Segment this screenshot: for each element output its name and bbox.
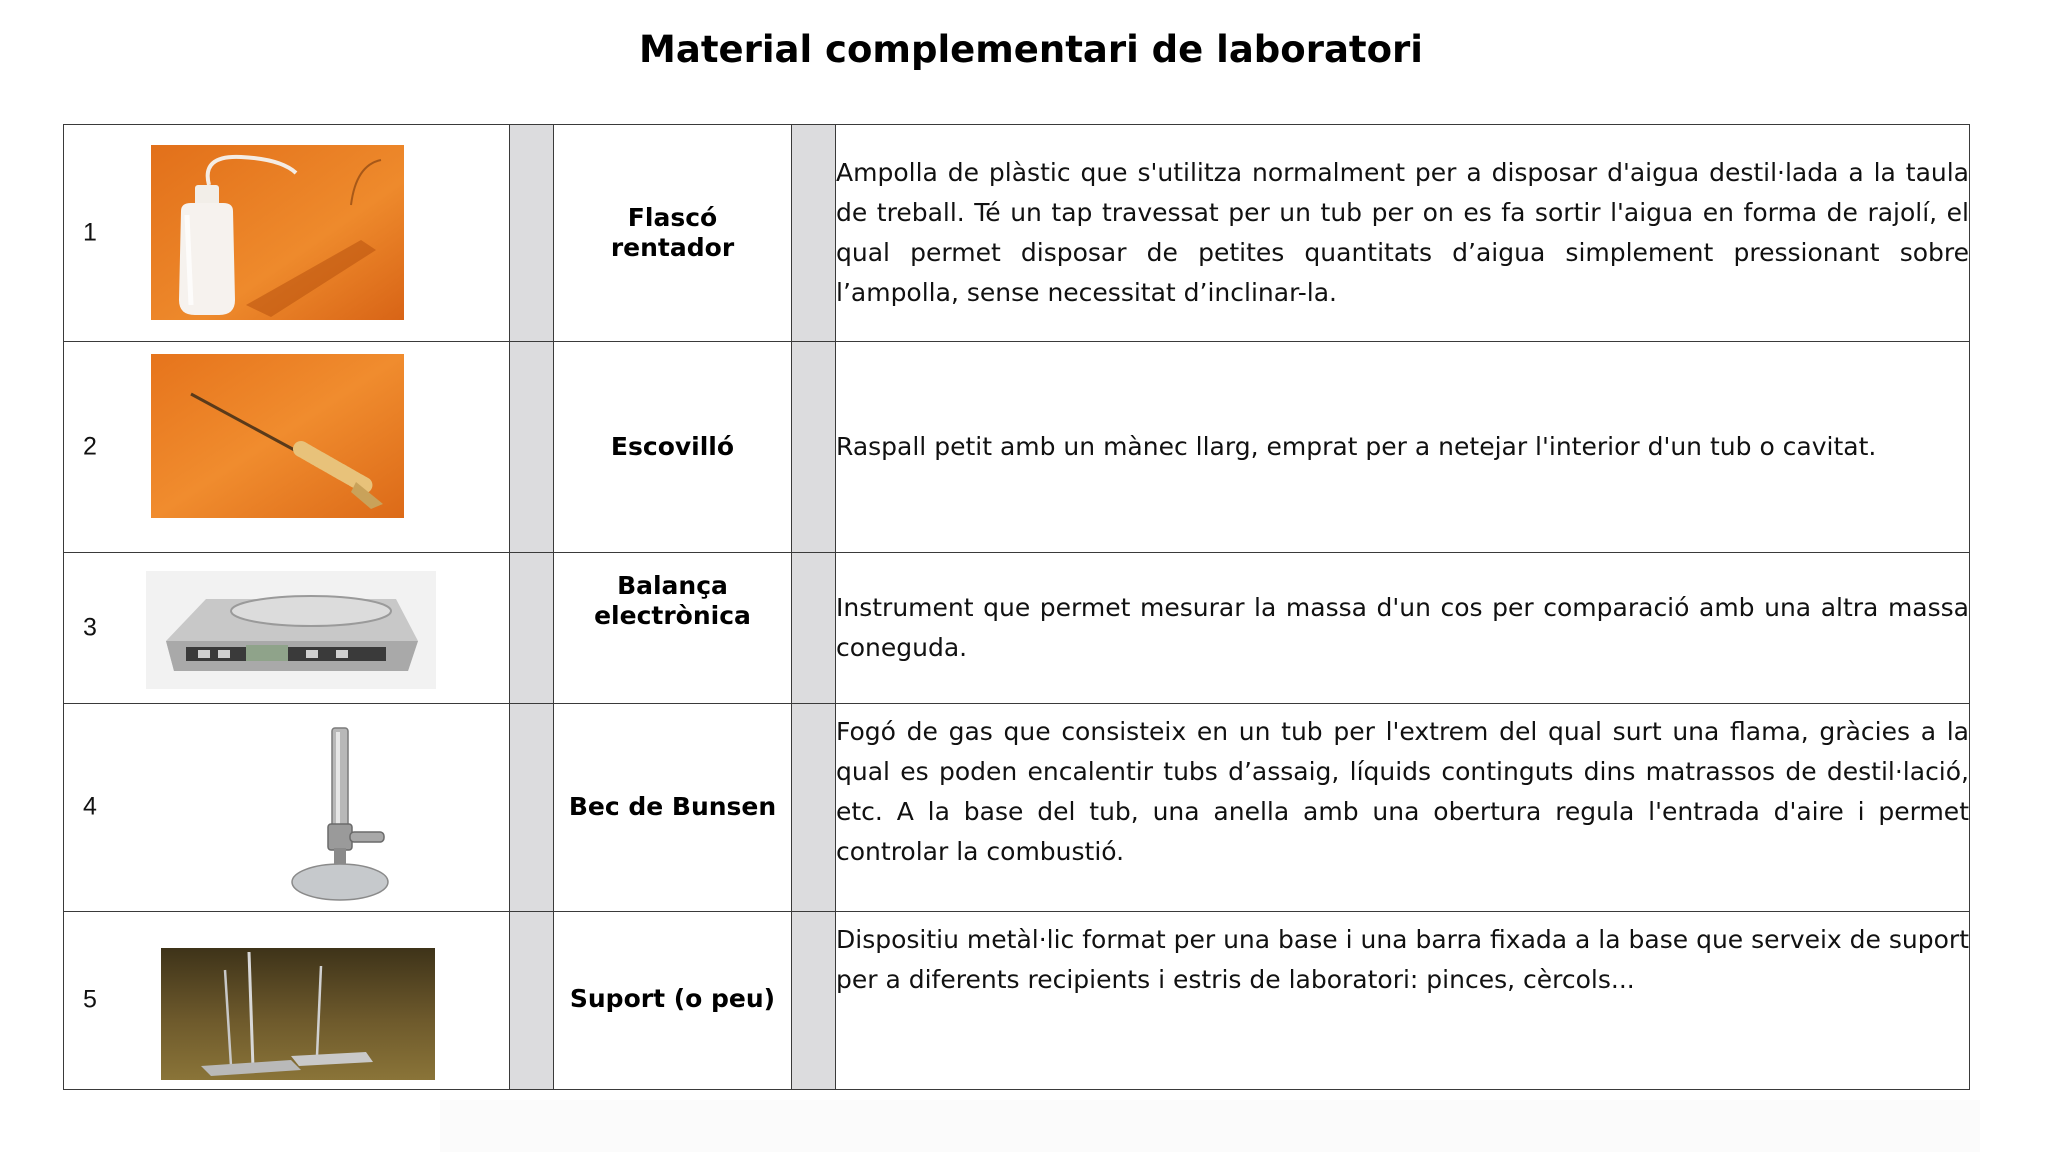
item-name-line2: rentador [610,233,735,263]
number-image-cell [64,552,510,703]
separator-cell [510,911,554,1089]
number-image-cell [64,342,510,552]
item-description: Fogó de gas que consisteix en un tub per l'extrem del qual surt una flama, gràcies a la qual es poden encalentir tubs d’assaig, líquids continguts dins matrassos de destil·lació, etc. A la base del tub, una anella amb una obertura regula l'entrada d'aire i permet controlar la combustió. [836,704,1970,911]
separator-cell [510,704,554,911]
lab-stand-icon [161,948,435,1080]
table-row [64,911,1970,1089]
separator-cell [792,125,836,342]
item-name [554,342,792,552]
item-name [554,552,792,703]
item-name-line1: Balança [617,570,728,600]
item-name-line2: electrònica [594,600,751,630]
item-description: Dispositiu metàl·lic format per una base i una barra fixada a la base que serveix de suport per a diferents recipients i estris de laboratori: pinces, cèrcols... [836,911,1970,1089]
item-name [554,704,792,911]
page-title: Material complementari de laboratori [639,28,1423,71]
row-number: 2 [83,432,97,461]
number-image-cell [64,704,510,911]
item-description: Ampolla de plàstic que s'utilitza normalment per a disposar d'aigua destil·lada a la taula de treball. Té un tap travessat per un tub per on es fa sortir l'aigua en forma de rajolí, el qual permet disposar de petites quantitats d’aigua simplement pressionant sobre l’ampolla, sense necessitat d’inclinar-la. [836,125,1970,342]
table-row [64,704,1970,911]
item-name-line1: Bec de Bunsen [568,792,777,822]
item-name [554,911,792,1089]
separator-cell [792,704,836,911]
row-number: 1 [83,218,97,247]
row-number: 3 [83,613,97,642]
separator-cell [510,125,554,342]
wash-bottle-icon [151,145,404,320]
table-row [64,342,1970,552]
item-name-line1: Flascó [627,203,718,233]
bunsen-burner-icon [284,724,394,904]
number-image-cell [64,911,510,1089]
separator-cell [510,342,554,552]
background-band [440,1100,1980,1152]
table-row [64,552,1970,703]
row-number: 4 [83,792,97,821]
item-name-line1: Escovilló [610,432,735,462]
separator-cell [792,342,836,552]
test-tube-brush-icon [151,354,404,518]
number-image-cell [64,125,510,342]
item-description: Raspall petit amb un mànec llarg, emprat per a netejar l'interior d'un tub o cavitat. [836,342,1970,552]
item-name-line1: Suport (o peu) [569,983,776,1013]
materials-table [63,124,1970,1090]
separator-cell [510,552,554,703]
electronic-balance-icon [146,571,436,689]
separator-cell [792,552,836,703]
item-description: Instrument que permet mesurar la massa d'un cos per comparació amb una altra massa coneguda. [836,552,1970,703]
table-row [64,125,1970,342]
item-name [554,125,792,342]
row-number: 5 [83,985,97,1014]
separator-cell [792,911,836,1089]
